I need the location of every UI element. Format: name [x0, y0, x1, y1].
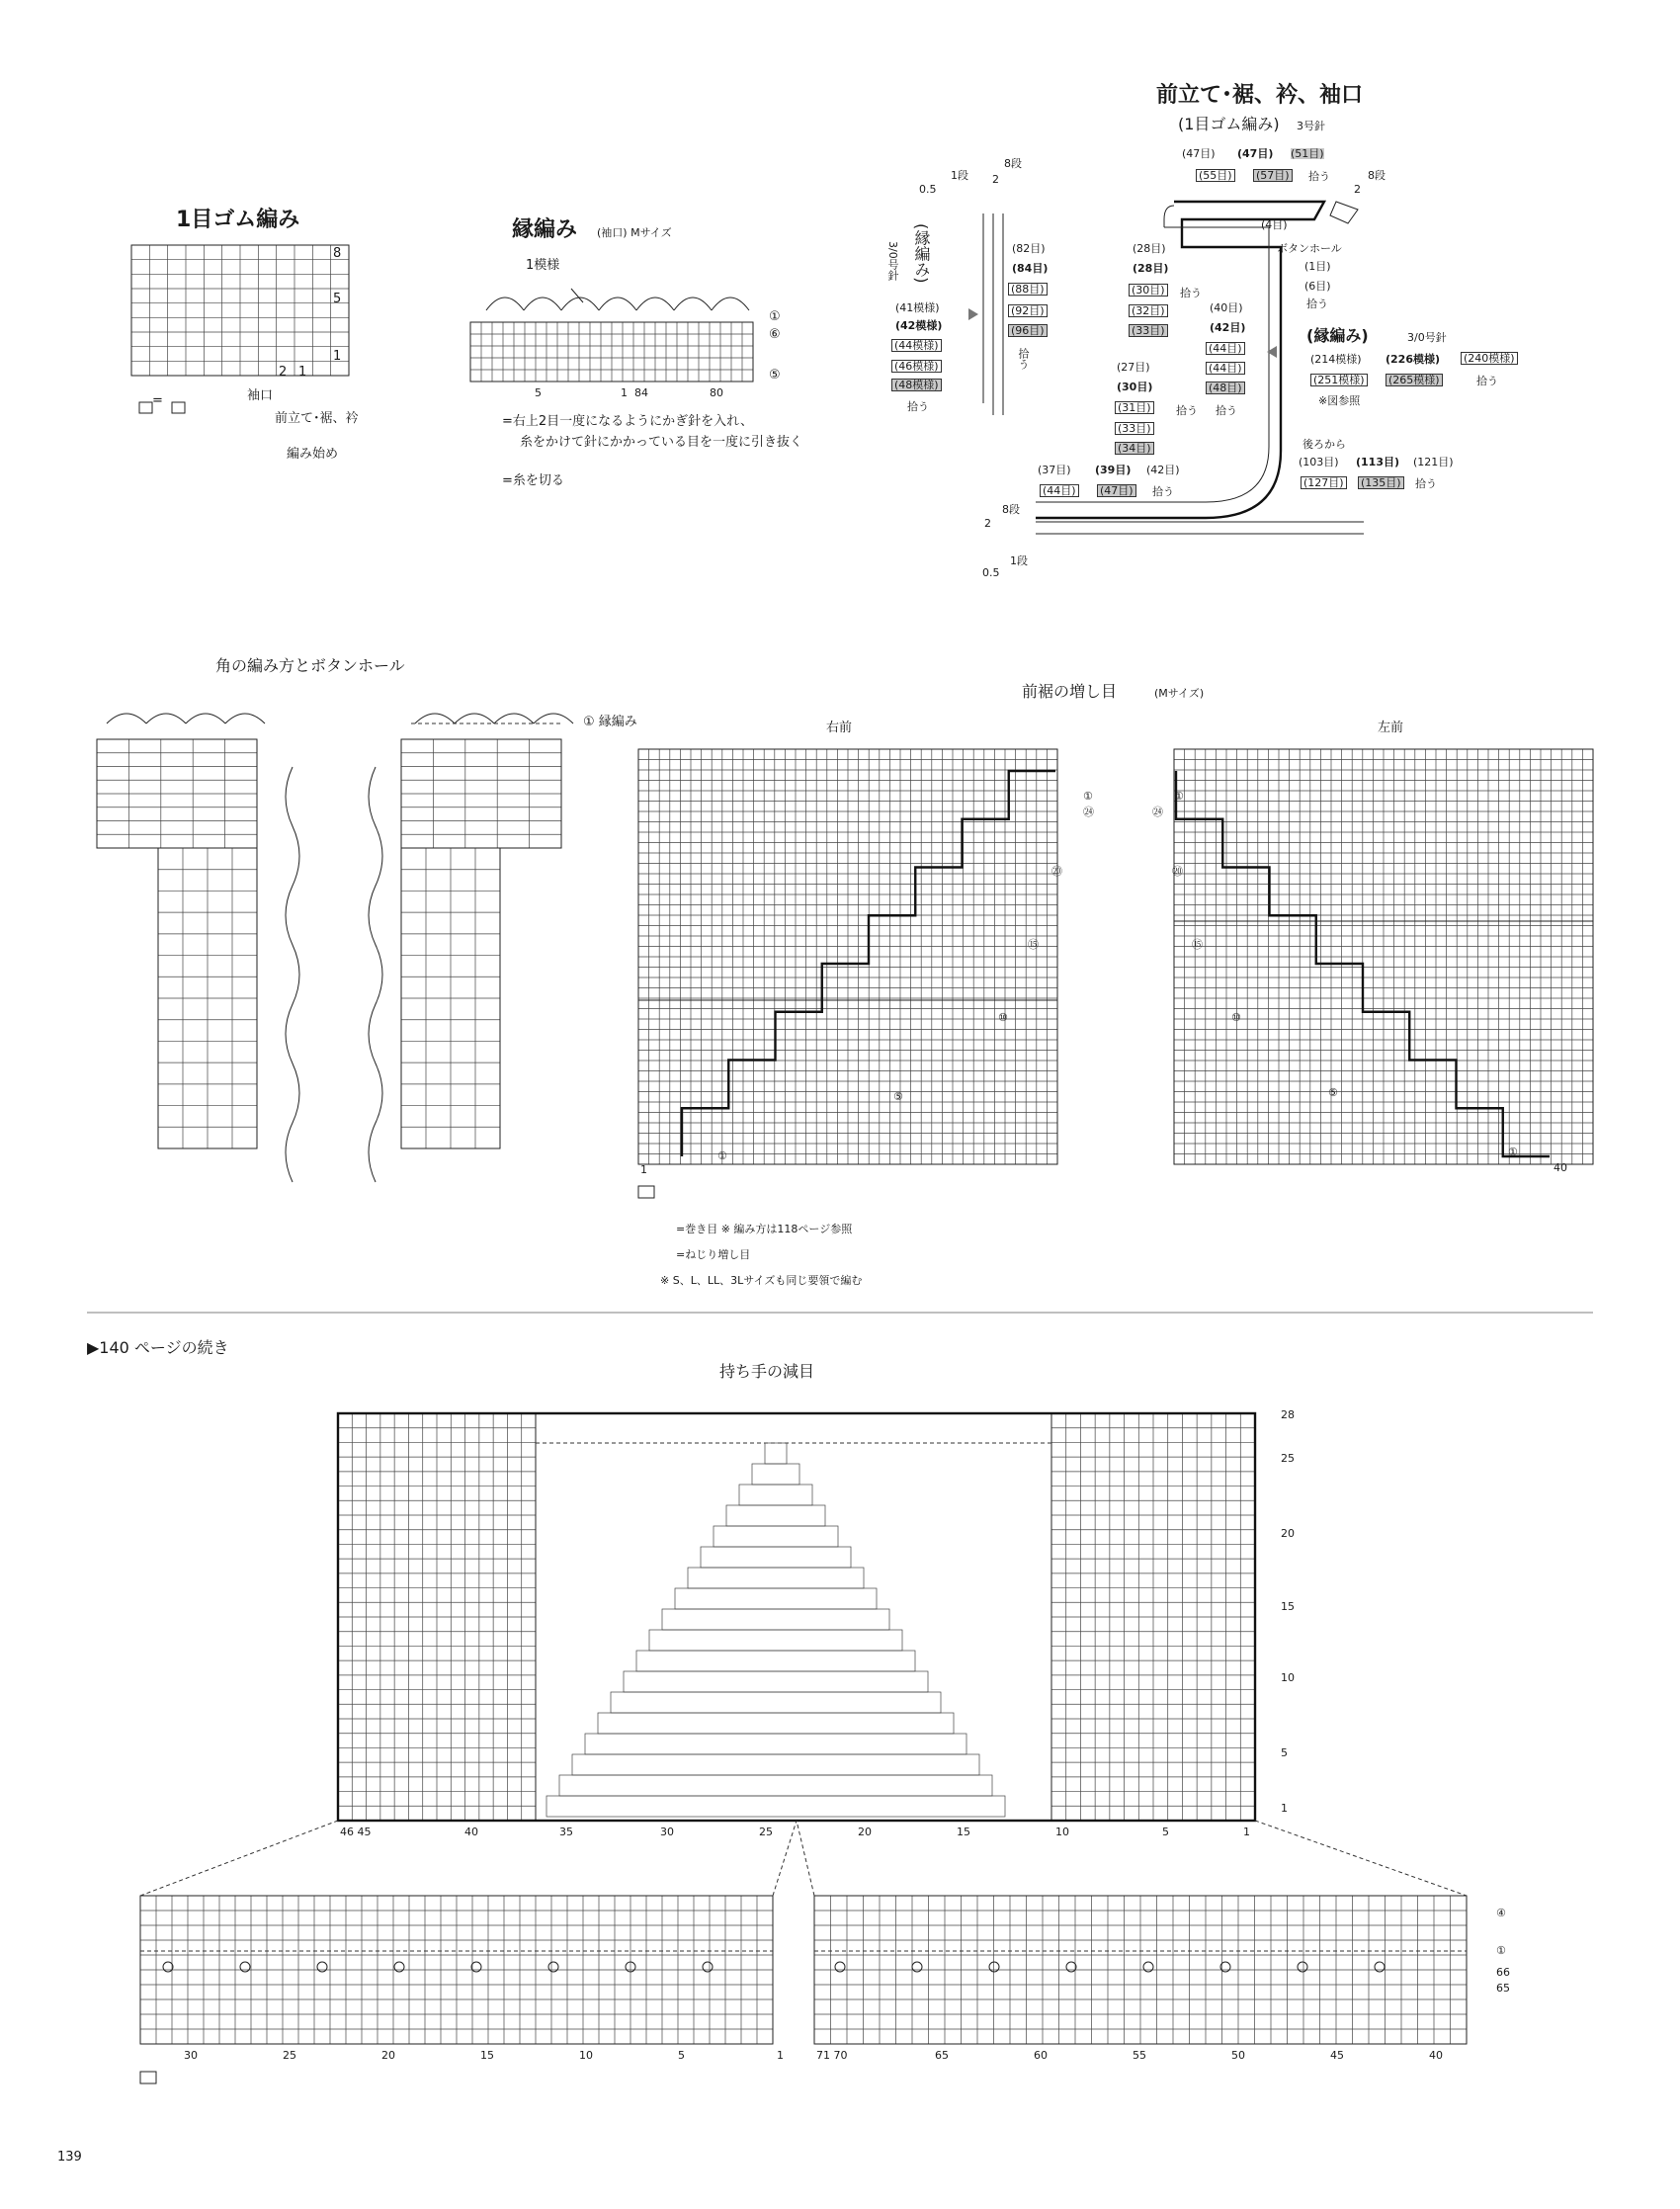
corner-scallop-left: [146, 714, 186, 723]
detail-yarnover-left: [394, 1962, 404, 1972]
edge-scallop: [712, 297, 749, 310]
detail-yarnover-right: [1375, 1962, 1385, 1972]
detail-left-col-25: 25: [283, 2049, 296, 2062]
handle-triangle-row: [572, 1754, 979, 1775]
bottom-row-8: 8段: [1002, 503, 1020, 516]
left-44: (44模様): [891, 339, 942, 352]
detail-left-col-1: 1: [777, 2049, 784, 2062]
hem-title: 前裾の増し目: [1022, 682, 1118, 701]
detail-left-col-10: 10: [579, 2049, 593, 2062]
handle-triangle-row: [739, 1485, 812, 1505]
edge-row-5: ⑤: [769, 368, 781, 382]
corner-title: 角の編み方とボタンホール: [215, 656, 405, 675]
detail-legend-box: [140, 2072, 156, 2083]
edge-repeat: 1模様: [526, 258, 560, 273]
corner-scallop-right: [494, 714, 534, 723]
handle-chart-right: [1051, 1413, 1255, 1821]
edge-scallop: [486, 297, 524, 310]
mid-27: (27目): [1117, 361, 1150, 374]
handle-top-dashes: [536, 1413, 1051, 1443]
rib-legend: =: [152, 393, 163, 408]
handle-col-35: 35: [559, 1826, 573, 1838]
bottom-39: (39目): [1095, 464, 1132, 476]
detail-chart-right: [814, 1896, 1467, 2044]
detail-yarnover-right: [912, 1962, 922, 1972]
back-103: (103目): [1299, 456, 1339, 468]
mid-31: (31目): [1115, 401, 1154, 414]
neck-28a: (28目): [1133, 242, 1166, 255]
bottom-44: (44目): [1040, 484, 1079, 497]
corner-scallop-left: [186, 714, 225, 723]
detail-row-66: 66: [1496, 1966, 1510, 1979]
bottom-37: (37目): [1038, 464, 1071, 476]
handle-triangle-row: [611, 1692, 941, 1713]
edge-col-80: 80: [710, 386, 723, 399]
l-mark-5: ⑤: [1328, 1086, 1338, 1099]
band-6-pick: 拾う: [1306, 297, 1328, 310]
rib-row-5: 5: [333, 292, 342, 306]
neck-28b: (28目): [1133, 262, 1169, 275]
handle-triangle-row: [688, 1568, 864, 1588]
detail-left-col-20: 20: [381, 2049, 395, 2062]
detail-yarnover-left: [163, 1962, 173, 1972]
collar-rows-2: 2: [1354, 183, 1361, 196]
hem-right-label: 右前: [826, 721, 853, 735]
detail-yarnover-left: [548, 1962, 558, 1972]
sleeve-92: (92目): [1008, 304, 1048, 317]
corner-scallop-left: [225, 714, 265, 723]
handle-triangle-row: [598, 1713, 954, 1734]
rib-legend-box-2: [172, 402, 185, 413]
r-mark-20: ⑳: [1051, 865, 1062, 878]
bottom-pick: 拾う: [1152, 485, 1174, 498]
detail-right-col-65: 65: [935, 2049, 949, 2062]
band-44b: (44目): [1206, 362, 1245, 375]
legend-wrap: =巻き目 ※ 編み方は118ページ参照: [676, 1223, 853, 1235]
mid-30: (30目): [1117, 381, 1153, 393]
detail-chart-left: [140, 1896, 773, 2044]
continue-note: ▶140 ページの続き: [87, 1338, 229, 1357]
edge-chart: [470, 322, 753, 382]
handle-title: 持ち手の減目: [719, 1362, 815, 1381]
handle-col-5: 5: [1162, 1826, 1169, 1838]
rib-legend-box: [139, 402, 152, 413]
right-251: (251模様): [1310, 374, 1368, 386]
detail-yarnover-right: [1298, 1962, 1307, 1972]
rib-chart: [131, 245, 349, 376]
edge-col-84: 84: [634, 386, 648, 399]
handle-row-28: 28: [1281, 1408, 1295, 1421]
left-46: (46模様): [891, 360, 942, 373]
edging-left: (縁編み): [912, 223, 931, 284]
detail-yarnover-right: [1143, 1962, 1153, 1972]
buttonhole: ボタンホール: [1277, 242, 1342, 255]
handle-col-15: 15: [957, 1826, 970, 1838]
handle-triangle-row: [726, 1505, 825, 1526]
detail-right-col-71-70: 71 70: [816, 2049, 848, 2062]
r-mark-1b: ①: [717, 1149, 727, 1162]
collar-pick: 拾う: [1308, 170, 1330, 183]
corner-scallop-right: [415, 714, 455, 723]
corner-chart-right-top: [401, 739, 561, 848]
corner-scallop-left: [107, 714, 146, 723]
hem-subtitle: (Mサイズ): [1154, 687, 1205, 700]
top-row-8: 8段: [1004, 157, 1022, 170]
detail-row-①: ①: [1496, 1944, 1506, 1957]
detail-row-65: 65: [1496, 1982, 1510, 1995]
mid-34: (34目): [1115, 442, 1154, 455]
handle-chart-left: [338, 1413, 536, 1821]
sleeve-84: (84目): [1012, 262, 1049, 275]
handle-col-46-45: 46 45: [340, 1826, 372, 1838]
sleeve-band-lines: [983, 213, 1003, 415]
back-127: (127目): [1301, 476, 1347, 489]
detail-right-col-55: 55: [1133, 2049, 1146, 2062]
hook-left: 3/0号針: [886, 241, 899, 281]
handle-col-1: 1: [1243, 1826, 1250, 1838]
edge-title: 縁編み: [512, 217, 578, 242]
collar-57: (57目): [1253, 169, 1293, 182]
corner-chain-left: [286, 767, 299, 1182]
l-mark-1: ①: [1174, 790, 1184, 803]
l-mark-20: ⑳: [1172, 865, 1183, 878]
corner-scallop-right: [534, 714, 573, 723]
edge-col-1: 1: [621, 386, 628, 399]
edge-col-5: 5: [535, 386, 542, 399]
handle-row-1: 1: [1281, 1802, 1288, 1815]
sleeve-96: (96目): [1008, 324, 1048, 337]
r-mark-1: ①: [1083, 790, 1093, 803]
front-title: 前立て･裾、衿、袖口: [1156, 83, 1364, 108]
corner-edging: ① 縁編み: [583, 715, 637, 729]
hem-chart-right: [638, 749, 1057, 1164]
back-113: (113目): [1356, 456, 1400, 468]
back-pick: 拾う: [1415, 477, 1437, 490]
handle-row-15: 15: [1281, 1600, 1295, 1613]
right-226: (226模様): [1386, 353, 1441, 366]
sleeve-arrow: [968, 308, 978, 320]
handle-row-20: 20: [1281, 1527, 1295, 1540]
handle-triangle-row: [636, 1651, 915, 1671]
collar-51: (51目): [1291, 147, 1324, 160]
right-pick: 拾う: [1476, 375, 1498, 387]
hook-right: 3/0号針: [1407, 331, 1447, 344]
handle-triangle-row: [714, 1526, 838, 1547]
r-mark-15: ⑮: [1028, 938, 1039, 951]
front-sub1: (1目ゴム編み): [1178, 115, 1280, 133]
sleeve-82: (82目): [1012, 242, 1046, 255]
l-mark-15: ⑮: [1192, 938, 1203, 951]
handle-row-25: 25: [1281, 1452, 1295, 1465]
band-6: (6目): [1304, 280, 1331, 293]
handle-triangle-row: [546, 1796, 1005, 1817]
handle-triangle-row: [765, 1443, 787, 1464]
neck-pick: 拾う: [1180, 287, 1202, 299]
detail-yarnover-left: [240, 1962, 250, 1972]
neck-32: (32目): [1129, 304, 1168, 317]
corner-chart-left-top: [97, 739, 257, 848]
handle-triangle-row: [701, 1547, 851, 1568]
detail-right-col-45: 45: [1330, 2049, 1344, 2062]
corner-chain-right: [369, 767, 382, 1182]
edge-scallop: [524, 297, 561, 310]
corner-chart-right-bottom: [401, 848, 500, 1148]
band-pick: 拾う: [1216, 404, 1237, 417]
hem-chart-left: [1174, 749, 1593, 1164]
top-row-05: 0.5: [919, 183, 937, 196]
edge-scallop: [636, 297, 674, 310]
handle-row-5: 5: [1281, 1746, 1288, 1759]
bottom-row-2: 2: [984, 517, 991, 530]
mid-33: (33目): [1115, 422, 1154, 435]
rib-title: 1目ゴム編み: [176, 208, 300, 232]
rib-front-label: 前立て･裾、衿: [275, 411, 359, 426]
collar-55: (55目): [1196, 169, 1235, 182]
collar-47a: (47目): [1182, 147, 1216, 160]
left-41: (41模様): [895, 301, 940, 314]
detail-left-col-30: 30: [184, 2049, 198, 2062]
right-214: (214模様): [1310, 353, 1362, 366]
bottom-row-05: 0.5: [982, 566, 1000, 579]
band-42: (42目): [1210, 321, 1246, 334]
legend-sizes: ※ S、L、LL、3Lサイズも同じ要領で編む: [660, 1274, 863, 1287]
rib-start-label: 編み始め: [287, 447, 339, 462]
handle-row-10: 10: [1281, 1671, 1295, 1684]
handle-triangle-row: [752, 1464, 799, 1485]
edge-scallop: [674, 297, 712, 310]
rib-row-8: 8: [333, 246, 342, 261]
cuff-piece: [1330, 202, 1358, 223]
r-col-1: 1: [640, 1163, 647, 1176]
edging-right: (縁編み): [1306, 326, 1369, 345]
buttonhole-n: (1目): [1304, 260, 1331, 273]
handle-triangle-row: [662, 1609, 889, 1630]
handle-triangle-row: [624, 1671, 928, 1692]
l-col-40: 40: [1554, 1161, 1567, 1174]
from-back: 後ろから: [1302, 438, 1346, 451]
l-mark-24: ㉔: [1152, 806, 1163, 818]
detail-right-col-40: 40: [1429, 2049, 1443, 2062]
handle-triangle-row: [585, 1734, 966, 1754]
detail-row-④: ④: [1496, 1907, 1506, 1919]
rib-sleeve-label: 袖口: [247, 388, 274, 403]
left-48: (48模様): [891, 379, 942, 391]
bottom-42: (42目): [1146, 464, 1180, 476]
legend-twist: =ねじり増し目: [676, 1248, 751, 1261]
detail-yarnover-left: [703, 1962, 713, 1972]
detail-yarnover-left: [317, 1962, 327, 1972]
l-mark-10: ⑩: [1231, 1011, 1241, 1024]
detail-yarnover-right: [835, 1962, 845, 1972]
detail-yarnover-right: [1066, 1962, 1076, 1972]
hem-legend-box: [638, 1186, 654, 1198]
hem-lines: [1036, 522, 1364, 534]
detail-yarnover-right: [989, 1962, 999, 1972]
sleeve-88: (88目): [1008, 283, 1048, 296]
top-row-1: 1段: [951, 169, 968, 182]
hem-left-label: 左前: [1378, 721, 1404, 735]
front-sub2: 3号針: [1297, 120, 1325, 132]
back-121: (121目): [1413, 456, 1454, 468]
bottom-47: (47目): [1097, 484, 1136, 497]
detail-right-col-50: 50: [1231, 2049, 1245, 2062]
band-4: (4目): [1261, 218, 1288, 231]
r-mark-10: ⑩: [998, 1011, 1008, 1024]
right-240: (240模様): [1461, 352, 1518, 365]
edge-note-3: =糸を切る: [502, 473, 564, 488]
see-figure: ※図参照: [1318, 394, 1361, 407]
band-44a: (44目): [1206, 342, 1245, 355]
corner-scallop-right: [455, 714, 494, 723]
sleeve-pick: 拾う: [1017, 348, 1030, 370]
edge-note-2: 糸をかけて針にかかっている目を一度に引き抜く: [520, 435, 803, 450]
handle-triangle-row: [675, 1588, 877, 1609]
handle-col-25: 25: [759, 1826, 773, 1838]
top-row-2: 2: [992, 173, 999, 186]
handle-col-40: 40: [464, 1826, 478, 1838]
detail-left-col-5: 5: [678, 2049, 685, 2062]
detail-right-col-60: 60: [1034, 2049, 1048, 2062]
mid-pick: 拾う: [1176, 404, 1198, 417]
edge-repeat-marker: [571, 289, 583, 302]
handle-triangle-row: [649, 1630, 902, 1651]
handle-triangle-row: [559, 1775, 992, 1796]
l-mark-1b: ①: [1508, 1146, 1518, 1158]
corner-chart-left-bottom: [158, 848, 257, 1148]
rib-row-1: 1: [333, 349, 342, 364]
left-42: (42模様): [895, 319, 943, 332]
right-265: (265模様): [1386, 374, 1443, 386]
page-number: 139: [57, 2150, 82, 2165]
left-pick: 拾う: [907, 400, 929, 413]
bottom-row-1: 1段: [1010, 554, 1028, 567]
collar-47b: (47目): [1237, 147, 1274, 160]
handle-col-20: 20: [858, 1826, 872, 1838]
detail-left-col-15: 15: [480, 2049, 494, 2062]
r-mark-5: ⑤: [893, 1090, 903, 1103]
edge-subtitle: (袖口) Mサイズ: [597, 226, 672, 239]
band-48: (48目): [1206, 382, 1245, 394]
collar-corner: [1164, 206, 1174, 227]
edge-note-1: =右上2目一度になるようにかぎ針を入れ、: [502, 414, 753, 429]
detail-yarnover-left: [471, 1962, 481, 1972]
edge-row-6: ⑥: [769, 327, 781, 342]
band-40: (40目): [1210, 301, 1243, 314]
edge-row-1: ①: [769, 309, 781, 324]
r-mark-24: ㉔: [1083, 806, 1094, 818]
rib-col-1: 1: [298, 365, 307, 380]
back-135: (135目): [1358, 476, 1404, 489]
edge-scallop: [599, 297, 636, 310]
neck-33: (33目): [1129, 324, 1168, 337]
handle-col-30: 30: [660, 1826, 674, 1838]
neck-30: (30目): [1129, 284, 1168, 297]
collar-rows: 8段: [1368, 169, 1386, 182]
handle-col-10: 10: [1055, 1826, 1069, 1838]
rib-col-2: 2: [279, 365, 288, 380]
